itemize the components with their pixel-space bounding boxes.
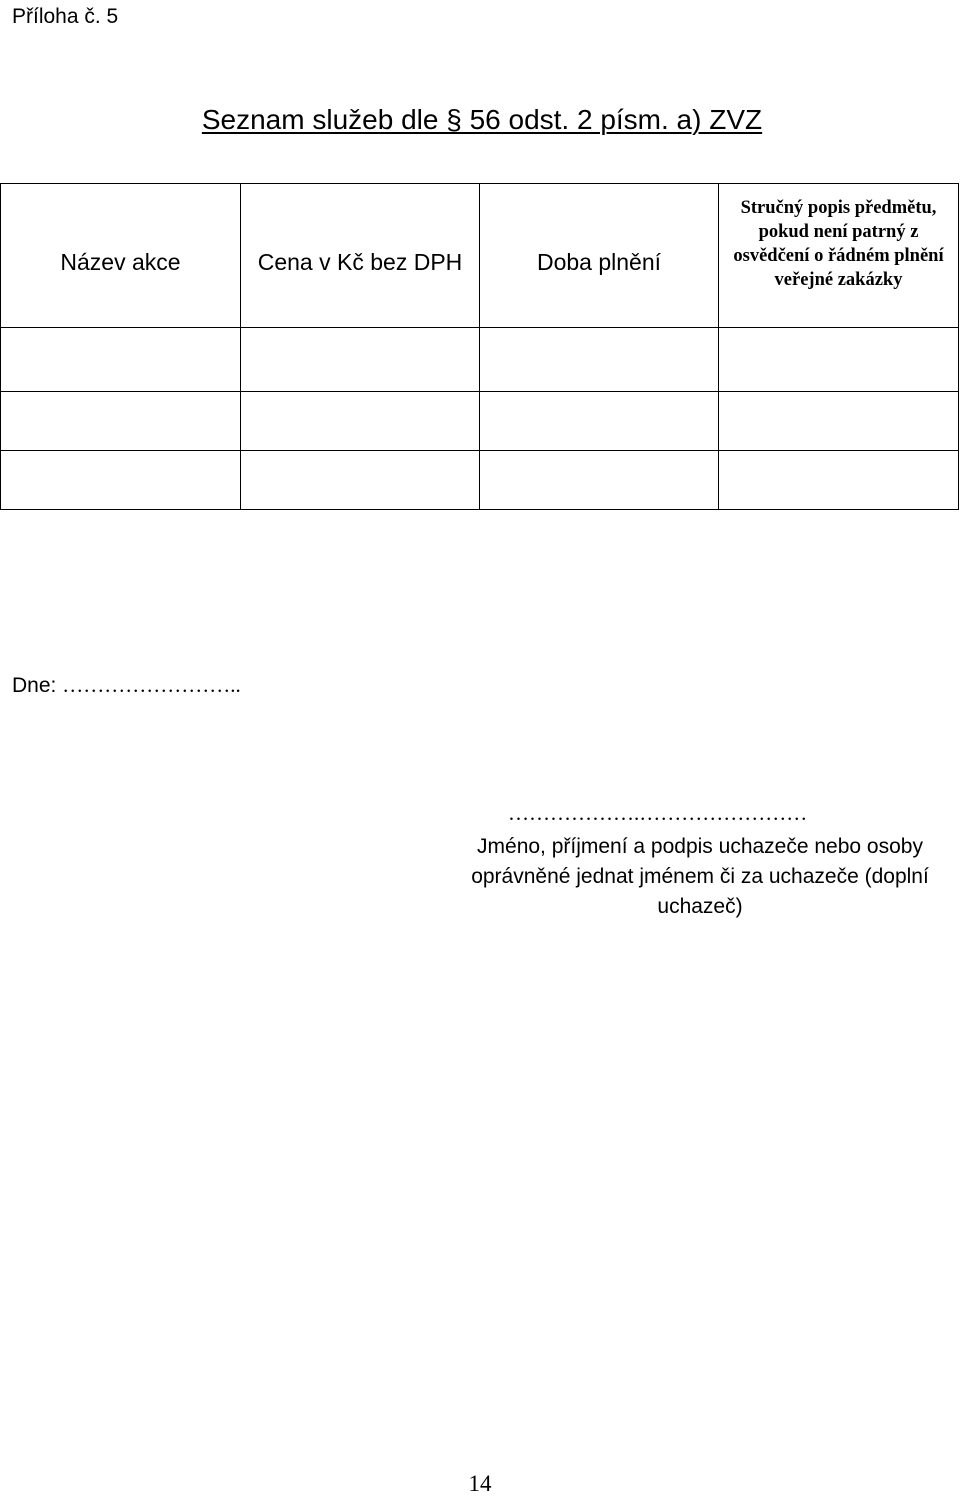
table-cell bbox=[1, 328, 241, 392]
document-title-text: Seznam služeb dle § 56 odst. 2 písm. a) ZVZ bbox=[201, 104, 763, 135]
header-event-name: Název akce bbox=[1, 184, 241, 328]
table-cell bbox=[1, 451, 241, 510]
table-header-row bbox=[1, 184, 959, 328]
table-cell bbox=[719, 328, 959, 392]
table-row bbox=[1, 328, 959, 392]
table-cell bbox=[480, 392, 719, 451]
document-title bbox=[0, 100, 960, 140]
header-price: Cena v Kč bez DPH bbox=[241, 184, 480, 328]
table-cell bbox=[480, 328, 719, 392]
table-cell bbox=[241, 328, 480, 392]
signature-placeholder: ……………….…………………… bbox=[508, 801, 808, 825]
header-description: Stručný popis předmětu, pokud není patrný z osvědčení o řádném plnění veřejné zakázky bbox=[719, 184, 959, 328]
table-cell bbox=[480, 451, 719, 510]
table-cell bbox=[719, 451, 959, 510]
page-number: 14 bbox=[468, 1471, 492, 1496]
date-placeholder: …………………….. bbox=[62, 673, 241, 697]
signature-caption: Jméno, příjmení a podpis uchazeče nebo osoby oprávněné jednat jménem či za uchazeče (doplní uchazeč) bbox=[471, 835, 929, 918]
attachment-label: Příloha č. 5 bbox=[12, 5, 119, 28]
table-cell bbox=[241, 392, 480, 451]
table-row bbox=[1, 392, 959, 451]
header-duration: Doba plnění bbox=[480, 184, 719, 328]
date-line bbox=[12, 668, 241, 703]
services-table bbox=[0, 183, 959, 510]
date-label: Dne: bbox=[12, 674, 57, 697]
table-cell bbox=[241, 451, 480, 510]
table-cell bbox=[1, 392, 241, 451]
table-cell bbox=[719, 392, 959, 451]
table-row bbox=[1, 451, 959, 510]
